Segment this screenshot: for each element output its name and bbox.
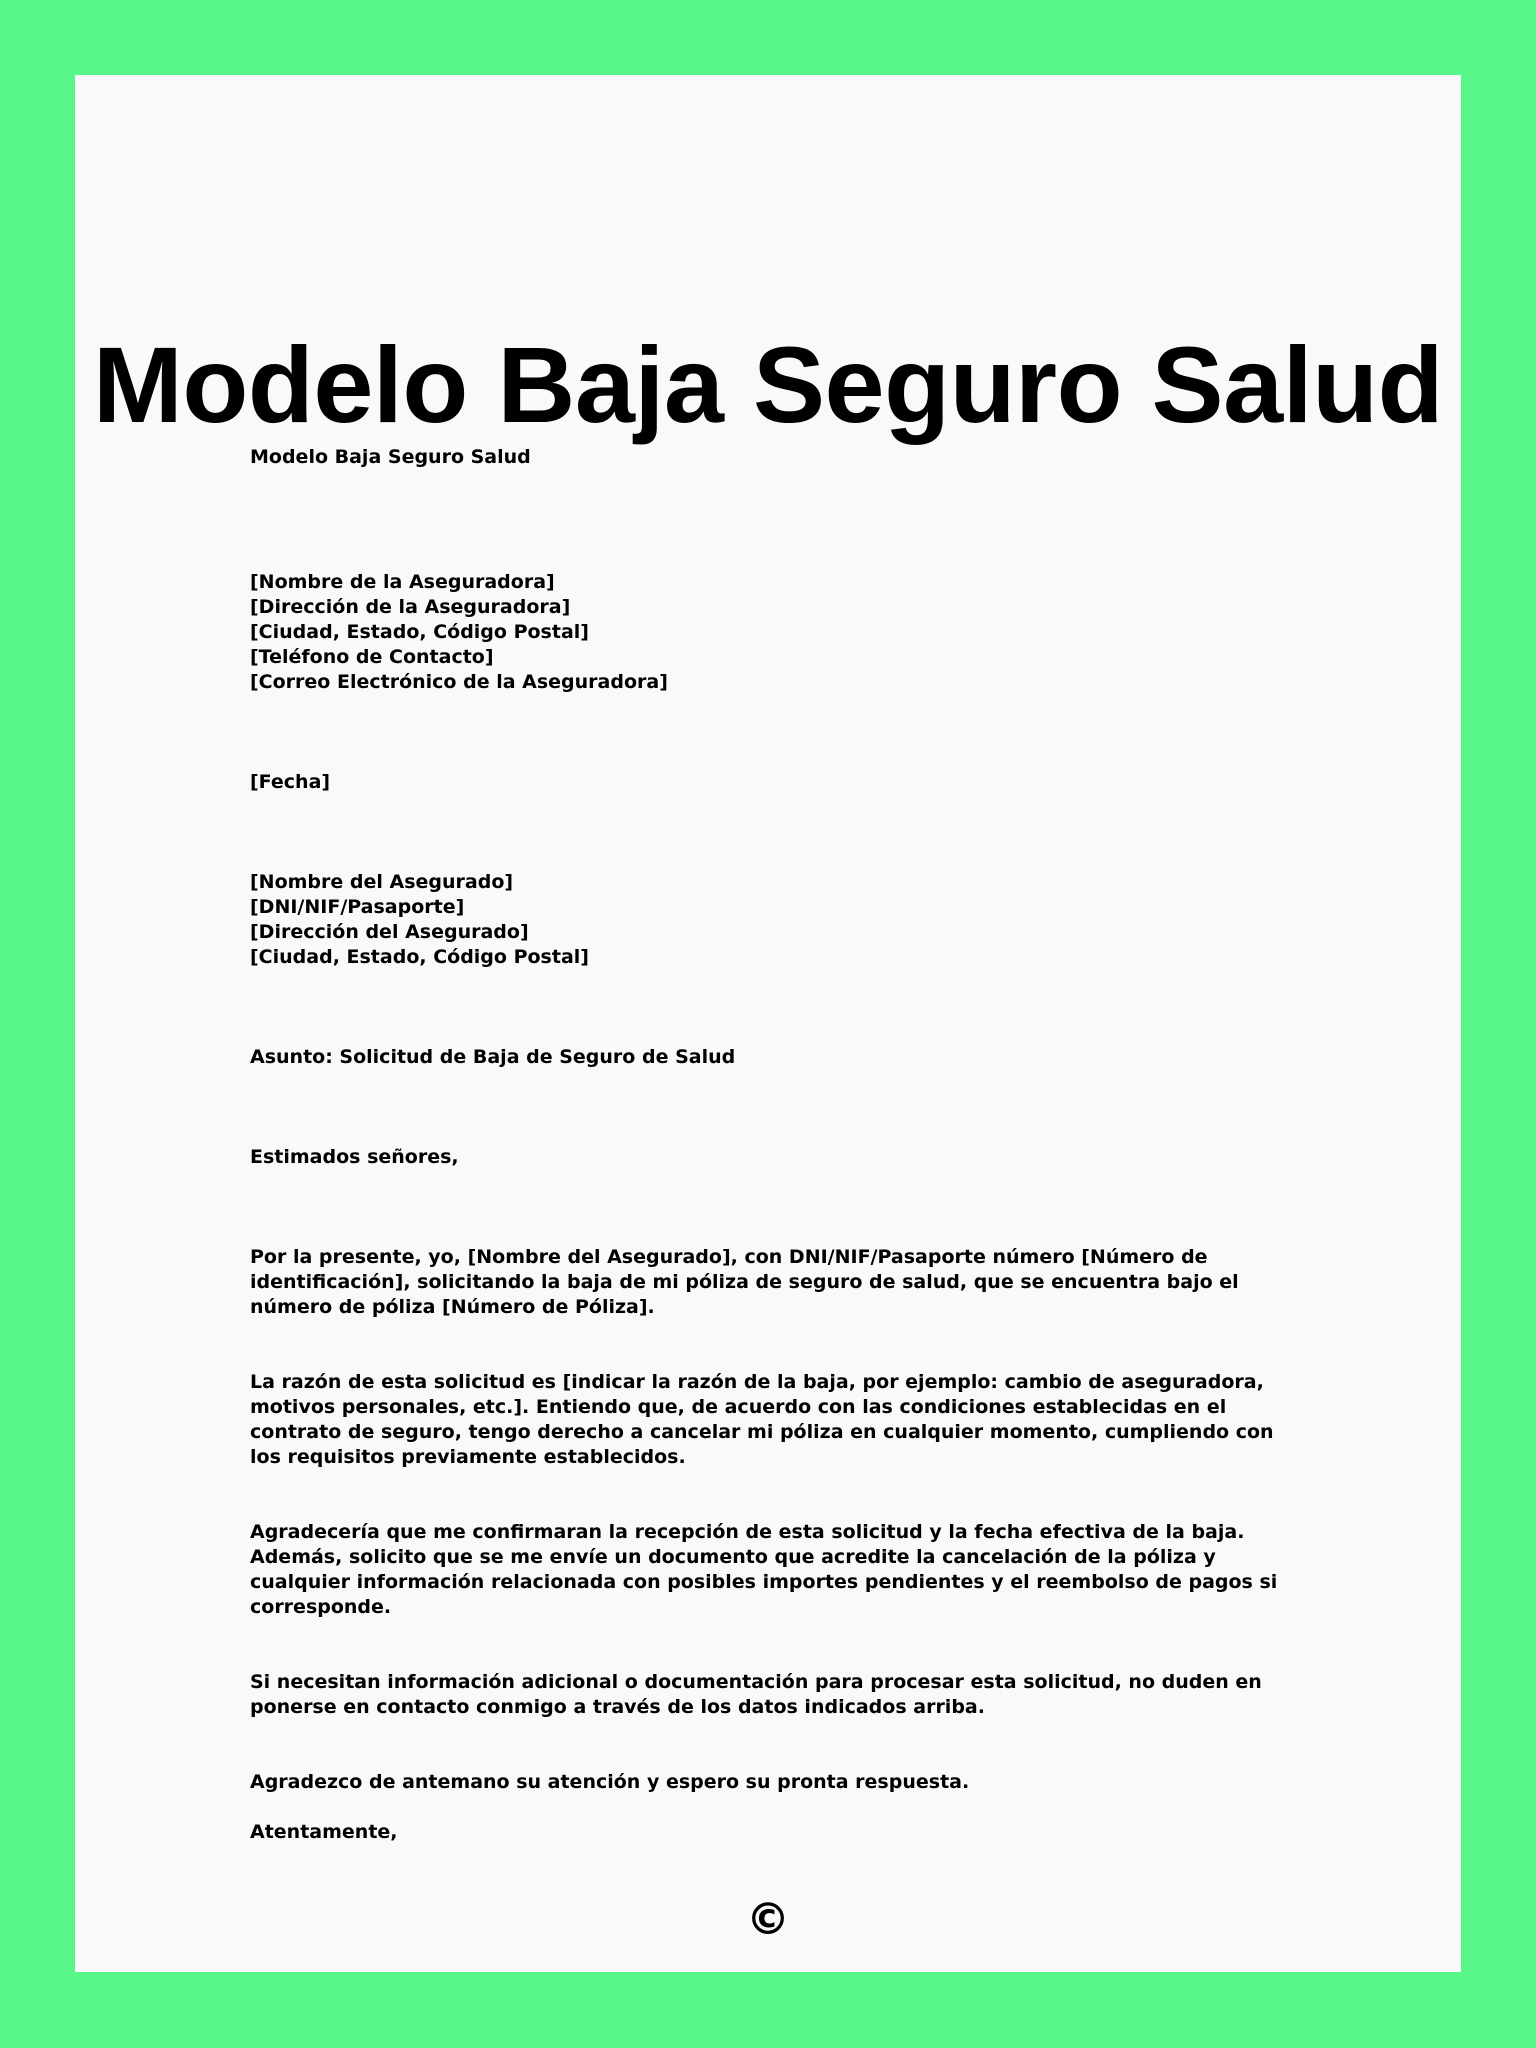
paragraph-request: Por la presente, yo, [Nombre del Asegurado], con DNI/NIF/Pasaporte número [Número de identificación], solicitando la baja de mi póliza de seguro de salud, que se encuentra bajo el número de póliza [Número de Póliza]. bbox=[250, 1246, 1239, 1318]
letter-date: [Fecha] bbox=[250, 771, 331, 793]
spacer bbox=[250, 1620, 1350, 1670]
spacer bbox=[250, 1070, 1350, 1145]
letter-greeting: Estimados señores, bbox=[250, 1146, 459, 1168]
spacer bbox=[250, 1170, 1350, 1245]
spacer bbox=[250, 1795, 1350, 1820]
insured-city: [Ciudad, Estado, Código Postal] bbox=[250, 946, 589, 968]
paragraph-thanks: Agradezco de antemano su atención y espero su pronta respuesta. bbox=[250, 1771, 970, 1793]
insured-address: [Dirección del Asegurado] bbox=[250, 921, 529, 943]
paragraph-contact: Si necesitan información adicional o documentación para procesar esta solicitud, no duden en ponerse en contacto conmigo a través de los datos indicados arriba. bbox=[250, 1671, 1262, 1718]
spacer bbox=[250, 970, 1350, 1045]
spacer bbox=[250, 695, 1350, 770]
spacer bbox=[250, 470, 1350, 570]
document-title: Modelo Baja Seguro Salud bbox=[92, 324, 1444, 445]
insurer-address: [Dirección de la Aseguradora] bbox=[250, 596, 571, 618]
paragraph-confirmation: Agradecería que me confirmaran la recepción de esta solicitud y la fecha efectiva de la baja. Además, solicito que se me envíe un documento que acredite la cancelación de la póliza y cualquier información relacionada con posibles importes pendientes y el reembolso de pagos si corresponde. bbox=[250, 1521, 1278, 1618]
insured-address-block bbox=[250, 870, 1350, 970]
letter-subject: Asunto: Solicitud de Baja de Seguro de Salud bbox=[250, 1046, 736, 1068]
spacer bbox=[250, 795, 1350, 870]
insurer-name: [Nombre de la Aseguradora] bbox=[250, 571, 555, 593]
insurer-city: [Ciudad, Estado, Código Postal] bbox=[250, 621, 589, 643]
document-page bbox=[75, 75, 1461, 1972]
insurer-email: [Correo Electrónico de la Aseguradora] bbox=[250, 671, 668, 693]
spacer bbox=[250, 1720, 1350, 1770]
insured-id: [DNI/NIF/Pasaporte] bbox=[250, 896, 465, 918]
copyright-icon: © bbox=[746, 1894, 790, 1945]
spacer bbox=[250, 1320, 1350, 1370]
insurer-phone: [Teléfono de Contacto] bbox=[250, 646, 494, 668]
spacer bbox=[250, 1470, 1350, 1520]
letter-subtitle: Modelo Baja Seguro Salud bbox=[250, 446, 531, 468]
letter-body bbox=[250, 445, 1350, 1845]
insured-name: [Nombre del Asegurado] bbox=[250, 871, 514, 893]
insurer-address-block bbox=[250, 570, 1350, 695]
letter-closing: Atentamente, bbox=[250, 1821, 398, 1843]
paragraph-reason: La razón de esta solicitud es [indicar la razón de la baja, por ejemplo: cambio de aseguradora, motivos personales, etc.]. Entiendo que, de acuerdo con las condiciones establecidas en el contrato de seguro, tengo derecho a cancelar mi póliza en cualquier momento, cumpliendo con los requisitos previamente establecidos. bbox=[250, 1371, 1274, 1468]
